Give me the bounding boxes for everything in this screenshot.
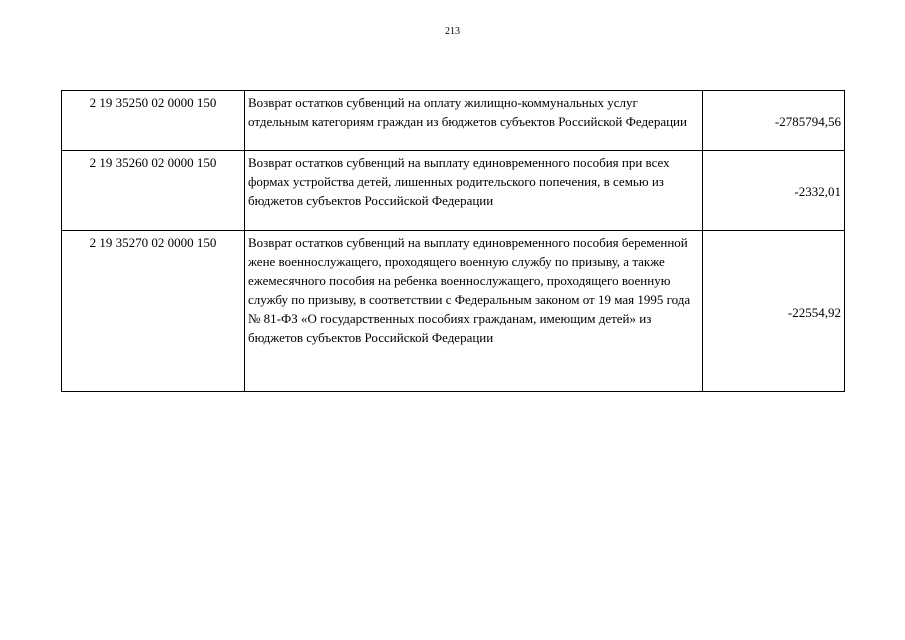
amount-cell: -2785794,56 <box>703 91 845 151</box>
amount-cell: -22554,92 <box>703 231 845 392</box>
description-cell: Возврат остатков субвенций на выплату единовременного пособия при всех формах устройства детей, лишенных родительского попечения, в семью из бюджетов субъектов Российской Федерации <box>245 151 703 231</box>
page-number: 213 <box>445 26 460 37</box>
table-row <box>62 231 845 392</box>
budget-table <box>61 90 845 392</box>
table-row <box>62 91 845 151</box>
budget-code-cell: 2 19 35260 02 0000 150 <box>62 151 245 231</box>
amount-cell: -2332,01 <box>703 151 845 231</box>
budget-code-cell: 2 19 35270 02 0000 150 <box>62 231 245 392</box>
description-cell: Возврат остатков субвенций на оплату жилищно-коммунальных услуг отдельным категориям граждан из бюджетов субъектов Российской Федерации <box>245 91 703 151</box>
description-cell: Возврат остатков субвенций на выплату единовременного пособия беременной жене военнослужащего, проходящего военную службу по призыву, а также ежемесячного пособия на ребенка военнослужащего, проходящего военную службу по призыву, в соответствии с Федеральным законом от 19 мая 1995 года № 81-ФЗ «О государственных пособиях гражданам, имеющим детей» из бюджетов субъектов Российской Федерации <box>245 231 703 392</box>
budget-code-cell: 2 19 35250 02 0000 150 <box>62 91 245 151</box>
table-row <box>62 151 845 231</box>
